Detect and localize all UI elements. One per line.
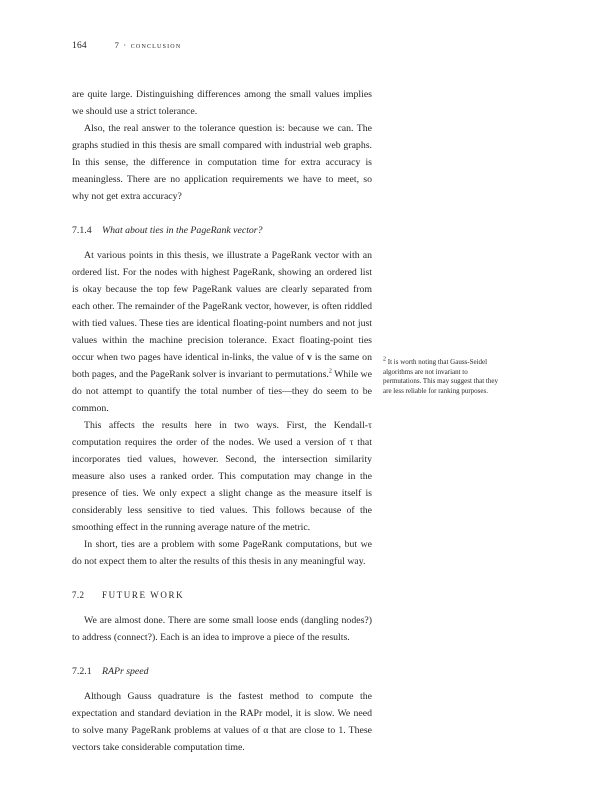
paragraph: [72, 247, 372, 417]
paragraph-text: is the same on both pages, and the PageRank solver is invariant to permutations.: [72, 352, 372, 380]
section-title: FUTURE WORK: [102, 590, 185, 600]
subsection-number: 7.1.4: [72, 225, 92, 236]
paragraph: We are almost done. There are some small loose ends (dangling nodes?) to address (connect?). Each is an idea to improve a piece of the results.: [72, 615, 372, 643]
subsection-heading: [72, 663, 372, 680]
paragraph: This affects the results here in two ways. First, the Kendall-τ computation requires the order of the nodes. We used a version of τ that incorporates tied values, however. Second, the intersection similarity measure also uses a ranked order. This computation may change in the presence of ties. We only expect a slight change as the measure itself is considerably less sensitive to tied values. This follows because of the smoothing effect in the running average nature of the metric.: [72, 420, 372, 533]
page-number: 164: [72, 41, 87, 51]
main-text-column: [72, 86, 372, 756]
subsection-heading: [72, 222, 372, 239]
paragraph: Also, the real answer to the tolerance question is: because we can. The graphs studied in this thesis are small compared with industrial web graphs. In this sense, the difference in computation time for extra accuracy is meaningless. There are no application requirements we have to meet, so why not get extra accuracy?: [72, 123, 372, 202]
section-number: 7.2: [72, 590, 85, 600]
sidenote: [383, 358, 501, 396]
footnote-mark: 2: [328, 368, 332, 375]
sidenote-text: It is worth noting that Gauss-Seidel algorithms are not invariant to permutations. This may suggest that they are less reliable for ranking purposes.: [383, 358, 498, 395]
paragraph: In short, ties are a problem with some PageRank computations, but we do not expect them to alter the results of this thesis in any meaningful way.: [72, 539, 372, 567]
paragraph: are quite large. Distinguishing differences among the small values implies we should use a strict tolerance.: [72, 89, 372, 117]
subsection-title: RAPr speed: [102, 666, 149, 677]
paragraph-text: While we do not attempt to quantify the total number of ties—they do seem to be common.: [72, 369, 372, 414]
subsection-title: What about ties in the PageRank vector?: [102, 225, 263, 236]
sidenote-mark: 2: [383, 356, 386, 363]
vector-symbol: v: [307, 352, 312, 363]
paragraph-text: At various points in this thesis, we illustrate a PageRank vector with an ordered list. For the nodes with highest PageRank, showing an ordered list is okay because the top few PageRank values are clearly separated from each other. The remainder of the PageRank vector, however, is often riddled with tied values. These ties are identical floating-point numbers and not just values within the machine precision tolerance. Exact floating-point ties occur when two pages have identical in-links, the value of: [72, 250, 372, 363]
section-heading: [72, 587, 372, 604]
running-header: [72, 40, 181, 51]
subsection-number: 7.2.1: [72, 666, 92, 677]
paragraph: Although Gauss quadrature is the fastest method to compute the expectation and standard deviation in the RAPr model, it is slow. We need to solve many PageRank problems at values of α that are close to 1. These vectors take considerable computation time.: [72, 691, 372, 753]
chapter-title: 7 · conclusion: [114, 40, 182, 50]
